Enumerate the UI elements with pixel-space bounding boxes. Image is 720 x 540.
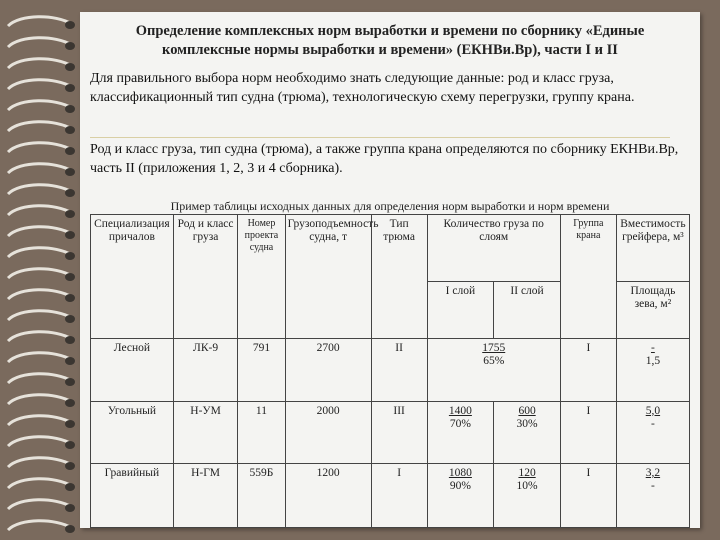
spiral-hole [65, 273, 75, 281]
table-row [91, 463, 690, 527]
spiral-hole [65, 315, 75, 323]
paragraph-required-data: Для правильного выбора норм необходимо знать следующие данные: род и класс груза, классификационный тип судна (трюма), технологическую схему перегрузки, группу крана. [90, 71, 635, 105]
spiral-hole [65, 336, 75, 344]
paragraph-sources: Род и класс груза, тип судна (трюма), а также группа крана определяются по сборнику ЕКНВи.Вр, часть II (приложения 1, 2, 3 и 4 сборника). [90, 142, 679, 176]
spiral-ring [8, 17, 72, 26]
cell-layer1 [427, 463, 494, 527]
cell-cargo: ЛК-9 [173, 339, 238, 401]
spiral-ring [8, 38, 72, 47]
cell-layer2 [494, 463, 561, 527]
page-title: Определение комплексных норм выработки и времени по сборнику «Единые комплексные нормы выработки и времени» (ЕКНВи.Вр), части I и II [135, 23, 645, 58]
binder-spiral [0, 0, 80, 540]
cell-project: 559Б [238, 463, 285, 527]
spiral-ring [8, 59, 72, 68]
spiral-hole [65, 294, 75, 302]
cell-layer1-pct: 90% [449, 479, 471, 492]
cell-layer1-value: 1755 [482, 342, 506, 355]
spiral-hole [65, 420, 75, 428]
spiral-ring [8, 395, 72, 404]
spiral-hole [65, 105, 75, 113]
cell-capacity: 2000 [285, 401, 371, 463]
spiral-ring [8, 80, 72, 89]
cell-area: - [650, 417, 655, 430]
spiral-ring [8, 185, 72, 194]
spiral-hole [65, 210, 75, 218]
spiral-hole [65, 399, 75, 407]
cell-layer2 [494, 401, 561, 463]
cell-grab: - [650, 342, 655, 355]
cell-grab: 3,2 [645, 466, 661, 479]
cell-specialization: Угольный [91, 401, 174, 463]
source-data-table [90, 214, 690, 528]
cell-layer1-pct: 70% [449, 417, 471, 430]
spiral-ring [8, 164, 72, 173]
spiral-hole [65, 84, 75, 92]
cell-crane: I [560, 463, 616, 527]
spiral-ring [8, 227, 72, 236]
cell-capacity: 1200 [285, 463, 371, 527]
spiral-hole [65, 63, 75, 71]
cell-capacity: 2700 [285, 339, 371, 401]
spiral-ring [8, 479, 72, 488]
spiral-hole [65, 462, 75, 470]
spiral-hole [65, 441, 75, 449]
spiral-hole [65, 483, 75, 491]
spiral-hole [65, 231, 75, 239]
spiral-ring [8, 416, 72, 425]
header-capacity: Грузоподъемность судна, т [285, 215, 371, 339]
cell-grab-area [616, 463, 689, 527]
header-grab-capacity: Вместимость грейфера, м³ [616, 215, 689, 282]
cell-layer2-pct: 30% [516, 417, 538, 430]
spiral-ring [8, 101, 72, 110]
spiral-ring [8, 332, 72, 341]
cell-layer1-pct: 65% [483, 355, 505, 368]
cell-crane: I [560, 401, 616, 463]
cell-layer1-value: 1080 [448, 466, 472, 479]
cell-hold: II [371, 339, 427, 401]
spiral-hole [65, 252, 75, 260]
header-vessel-project: Номер проекта судна [238, 215, 285, 339]
cell-specialization: Гравийный [91, 463, 174, 527]
spiral-ring [8, 353, 72, 362]
table-row [91, 401, 690, 463]
spiral-ring [8, 122, 72, 131]
spiral-ring [8, 458, 72, 467]
header-hatch-area: Площадь зева, м² [616, 282, 689, 339]
cell-specialization: Лесной [91, 339, 174, 401]
spiral-ring [8, 311, 72, 320]
cell-layer1-value: 1400 [448, 404, 472, 417]
cell-project: 11 [238, 401, 285, 463]
spiral-hole [65, 168, 75, 176]
cell-layer1 [427, 401, 494, 463]
spiral-hole [65, 504, 75, 512]
cell-hold: III [371, 401, 427, 463]
cell-layer2-value: 120 [518, 466, 536, 479]
cell-crane: I [560, 339, 616, 401]
divider [90, 137, 670, 138]
cell-layer2-pct: 10% [516, 479, 538, 492]
spiral-ring [8, 269, 72, 278]
spiral-ring [8, 290, 72, 299]
cell-layers-merged [427, 339, 560, 401]
spiral-ring [8, 206, 72, 215]
cell-layer2-value: 600 [518, 404, 536, 417]
spiral-ring [8, 143, 72, 152]
spiral-hole [65, 378, 75, 386]
spiral-hole [65, 147, 75, 155]
header-hold-type: Тип трюма [371, 215, 427, 339]
header-specialization: Специализация причалов [91, 215, 174, 339]
cell-grab-area [616, 401, 689, 463]
spiral-hole [65, 42, 75, 50]
cell-grab-area [616, 339, 689, 401]
cell-area: - [650, 479, 655, 492]
header-layer-2: II слой [494, 282, 561, 339]
spiral-ring [8, 374, 72, 383]
cell-area: 1,5 [645, 355, 661, 368]
cell-grab: 5,0 [645, 404, 661, 417]
cell-cargo: Н-УМ [173, 401, 238, 463]
document-page [80, 12, 700, 528]
spiral-ring [8, 437, 72, 446]
header-cargo-class: Род и класс груза [173, 215, 238, 339]
header-quantity-by-layers: Количество груза по слоям [427, 215, 560, 282]
spiral-ring [8, 248, 72, 257]
spiral-hole [65, 126, 75, 134]
spiral-hole [65, 189, 75, 197]
cell-project: 791 [238, 339, 285, 401]
spiral-hole [65, 357, 75, 365]
header-crane-group: Группа крана [560, 215, 616, 339]
spiral-ring [8, 500, 72, 509]
header-layer-1: I слой [427, 282, 494, 339]
spiral-hole [65, 21, 75, 29]
table-caption: Пример таблицы исходных данных для определения норм выработки и норм времени [170, 199, 610, 213]
spiral-hole [65, 525, 75, 533]
table-row [91, 339, 690, 401]
cell-hold: I [371, 463, 427, 527]
cell-cargo: Н-ГМ [173, 463, 238, 527]
spiral-ring [8, 521, 72, 530]
